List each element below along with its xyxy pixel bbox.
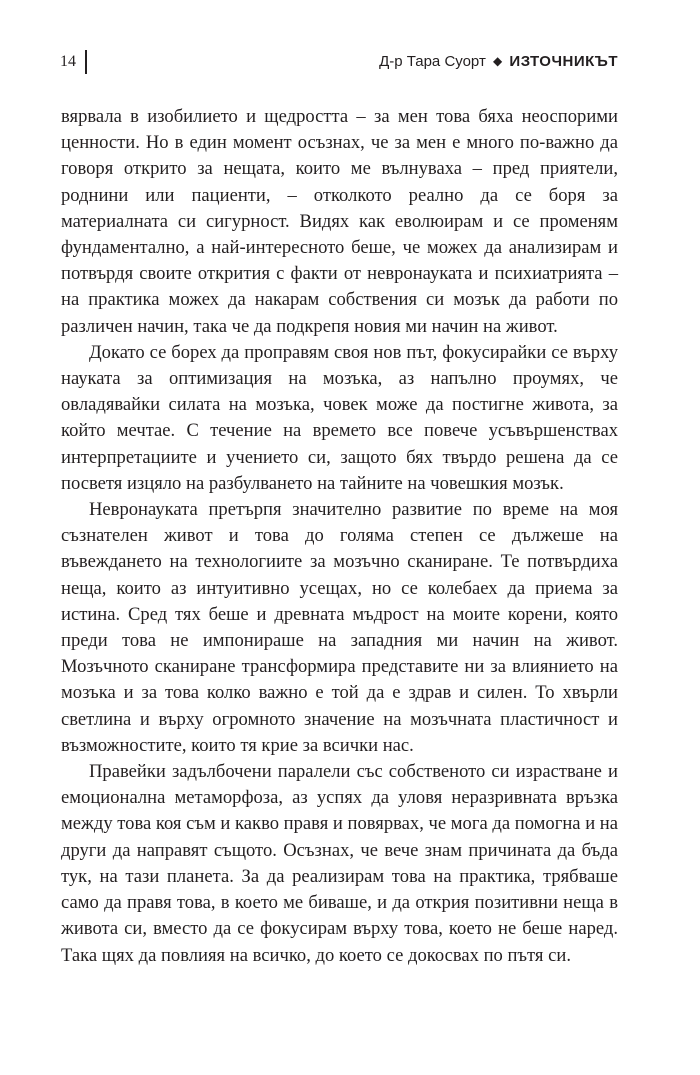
running-header xyxy=(60,52,618,74)
header-author: Д-р Тара Суорт xyxy=(379,53,486,70)
diamond-icon: ◆ xyxy=(493,54,503,68)
header-right xyxy=(379,53,618,70)
paragraph-2: Докато се борех да проправям своя нов път, фокусирайки се върху науката за оптимизация на мозъка, аз напълно проумях, че овладявайки силата на мозъка, човек може да постигне живота, за който мечтае. С течение на времето все повече усъвършенствах интерпретациите и учението си, защото бях твърдо решена да се посветя изцяло на разбулването на тайните на човешкия мозък. xyxy=(61,341,618,494)
paragraph-1: вярвала в изобилието и щедростта – за мен това бяха неоспорими ценности. Но в един момент осъзнах, че за мен е много по-важно да говоря открито за нещата, които ме вълнуваха – пред приятели, роднини или пациенти, – отколкото реално да се боря за материалната си сигурност. Видях как еволюирам и се променям фундаментално, а най-интересното беше, че можех да анализирам и потвърдя своите открития с факти от невронауката и психиатрията – на практика можех да накарам собствения си мозък да работи по различен начин, така че да подкрепя новия ми начин на живот. xyxy=(61,106,618,337)
paragraph-4: Правейки задълбочени паралели със собственото си израстване и емоционална метаморфоза, аз успях да уловя неразривната връзка между това коя съм и какво правя и повярвах, че мога да помогна и на други да направят същото. Осъзнах, че вече знам причината да бъда тук, на тази планета. За да реализирам това на практика, трябваше само да правя това, в което ме биваше, и да открия позитивни неща в живота си, вместо да се фокусирам върху това, което не беше наред. Така щях да повлияя на всичко, до което се докосвах по пътя си. xyxy=(61,761,618,966)
header-book-title: ИЗТОЧНИКЪТ xyxy=(509,53,618,70)
header-divider xyxy=(85,50,87,74)
body-text xyxy=(61,104,618,969)
paragraph-3: Невронауката претърпя значително развитие по време на моя съзнателен живот и това до голяма степен се дължеше на въвеждането на технологиите за мозъчно сканиране. Те потвърдиха неща, които аз интуитивно усещах, но се колебаех да приема за истина. Сред тях беше и древната мъдрост на моите корени, която преди това не импонираше на западния ми начин на живот. Мозъчното сканиране трансформира представите ни за влиянието на мозъка и за това колко важно е той да е здрав и силен. То хвърли светлина и върху огромното значение на мозъчната пластичност и възможностите, които тя крие за всички нас. xyxy=(61,499,618,756)
page-number: 14 xyxy=(60,53,76,70)
